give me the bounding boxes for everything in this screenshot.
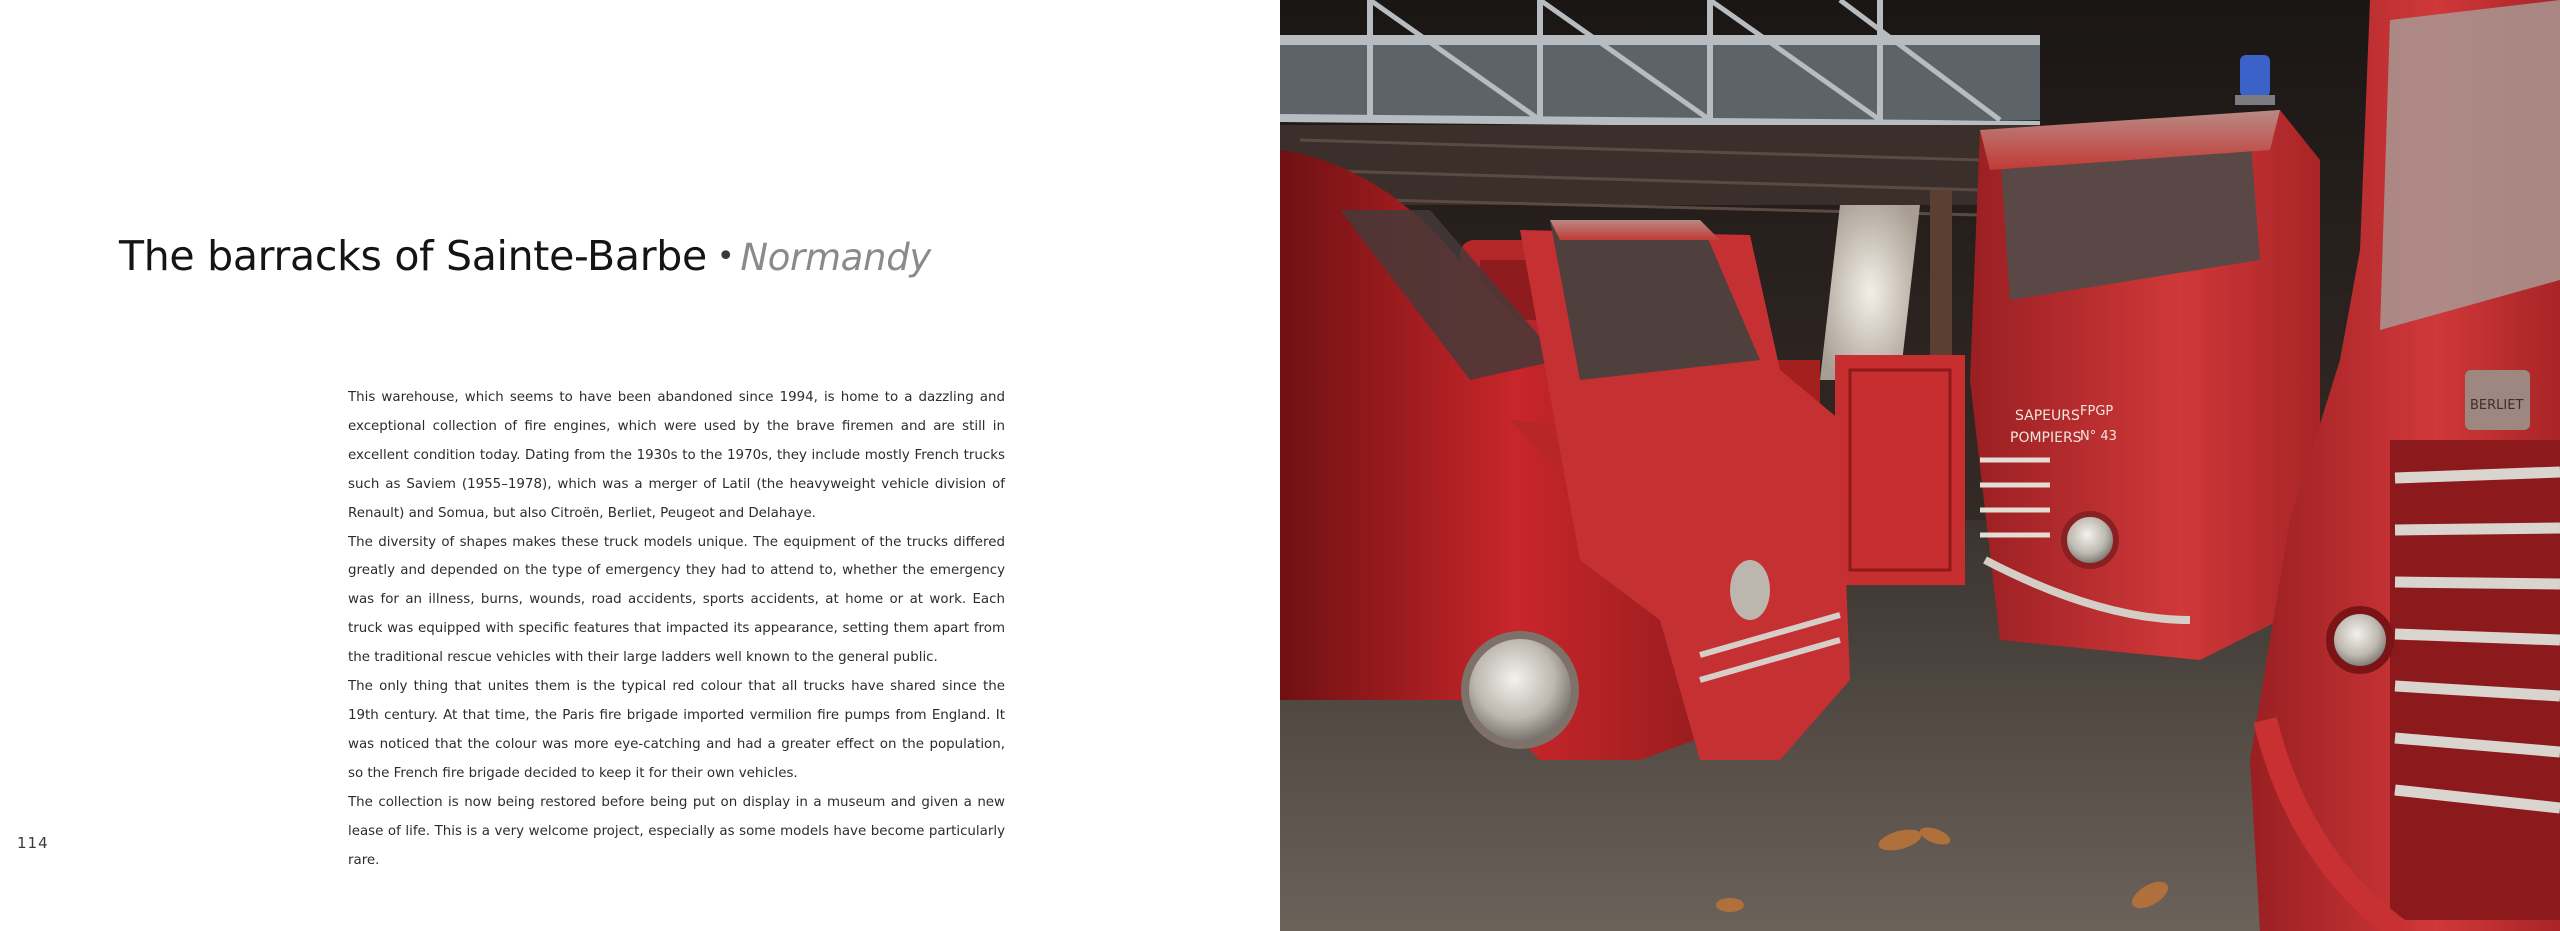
page-number: 114 bbox=[17, 834, 49, 852]
title-text: The barracks of Sainte-Barbe bbox=[119, 232, 707, 280]
paragraph-4: The collection is now being restored before being put on display in a museum and given a new lease of life. This is a very welcome project, especially as some models have become particularly rare. bbox=[348, 794, 1005, 868]
door-text-pompiers: POMPIERS bbox=[2010, 430, 2082, 446]
article-body bbox=[348, 384, 1005, 875]
pompiers-truck bbox=[1970, 55, 2320, 660]
paragraph-1: This warehouse, which seems to have been abandoned since 1994, is home to a dazzling and exceptional collection of fire engines, which were used by the brave firemen and are still in excellent condition today. Dating from the 1930s to the 1970s, they include mostly French trucks such as Saviem (1955–1978), which was a merger of Latil (the heavyweight vehicle division of Renault) and Somua, but also Citroën, Berliet, Peugeot and Delahaye. bbox=[348, 390, 1005, 521]
open-door bbox=[1835, 355, 1965, 585]
page-title bbox=[119, 232, 931, 280]
warehouse-photo-illustration bbox=[1280, 0, 2560, 931]
door-text-sapeurs: SAPEURS bbox=[2015, 408, 2080, 424]
blue-beacon bbox=[2240, 55, 2270, 97]
plate-text-n43: N° 43 bbox=[2080, 429, 2117, 444]
plate-text-fpgp: FPGP bbox=[2080, 404, 2114, 419]
headlight-left-truck bbox=[1465, 635, 1575, 745]
paragraph-3: The only thing that unites them is the typical red colour that all trucks have shared since the 19th century. At that time, the Paris fire brigade imported vermilion fire pumps from England. It was noticed that the colour was more eye-catching and had a greater effect on the population, so the French fire brigade decided to keep it for their own vehicles. bbox=[348, 679, 1005, 781]
grille-panel bbox=[2390, 440, 2560, 920]
title-separator: • bbox=[716, 239, 735, 274]
title-region: Normandy bbox=[740, 236, 931, 279]
badge-text: BERLIET bbox=[2470, 398, 2524, 413]
paragraph-2: The diversity of shapes makes these truck models unique. The equipment of the trucks differed greatly and depended on the type of emergency they had to attend to, whether the emergency was for an illness, burns, wounds, road accidents, sports accidents, at home or at work. Each truck was equipped with specific features that impacted its appearance, setting them apart from the traditional rescue vehicles with their large ladders well known to the general public. bbox=[348, 534, 1005, 666]
photo-fire-trucks bbox=[1280, 0, 2560, 931]
